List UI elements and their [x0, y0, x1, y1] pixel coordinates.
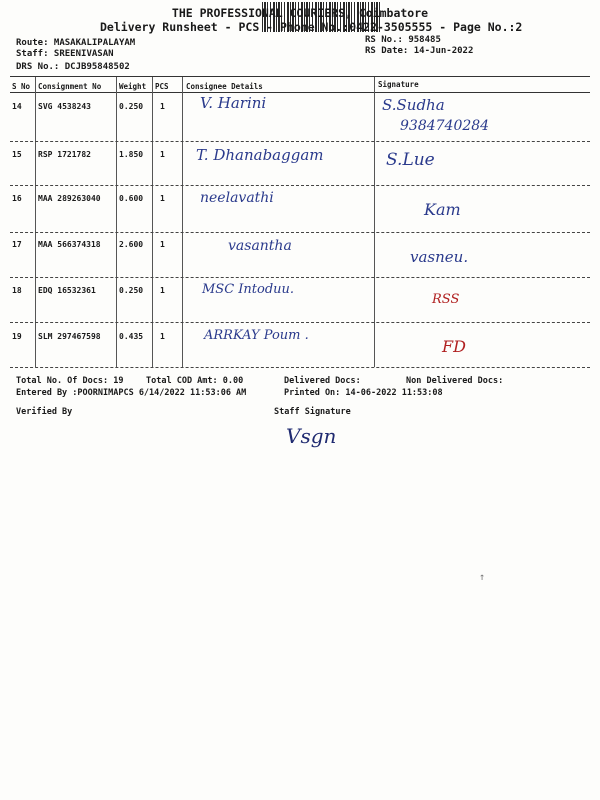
document-title: THE PROFESSIONAL COURIERS, Coimbatore [171, 6, 429, 20]
table-top-rule [10, 76, 590, 77]
col-divider [374, 77, 375, 367]
staff-signature-handwritten: Vsgn [286, 424, 337, 448]
row-consignee-handwritten: ARRKAY Poum . [204, 328, 309, 343]
col-divider [35, 77, 36, 367]
row-pcs: 1 [160, 240, 165, 249]
row-signature-phone: 9384740284 [400, 118, 490, 134]
row-sno: 14 [12, 102, 22, 111]
row-sno: 15 [12, 150, 22, 159]
col-divider [116, 77, 117, 367]
column-header-pcs: PCS [155, 82, 169, 91]
entered-by: Entered By :POORNIMAPCS 6/14/2022 11:53:06 AM [16, 388, 247, 398]
row-consignee-handwritten: vasantha [228, 238, 292, 254]
row-consignment-no: RSP 1721782 [38, 150, 91, 159]
row-divider [10, 185, 590, 186]
total-cod-amount: Total COD Amt: 0.00 [146, 376, 244, 386]
staff-label: Staff: SREENIVASAN [16, 49, 114, 59]
row-pcs: 1 [160, 332, 165, 341]
column-header-consignment: Consignment No [38, 82, 102, 91]
row-pcs: 1 [160, 194, 165, 203]
row-pcs: 1 [160, 150, 165, 159]
row-weight: 0.435 [119, 332, 144, 341]
row-consignee-handwritten: T. Dhanabaggam [196, 146, 324, 164]
row-weight: 0.250 [119, 102, 144, 111]
rs-number: RS No.: 958485 [365, 35, 441, 45]
row-consignment-no: MAA 289263040 [38, 194, 101, 203]
row-sno: 16 [12, 194, 22, 203]
row-pcs: 1 [160, 102, 165, 111]
column-header-sno: S No [12, 82, 31, 91]
row-consignee-handwritten: neelavathi [200, 190, 274, 206]
row-signature-handwritten: Kam [424, 200, 461, 219]
row-divider [10, 232, 590, 233]
table-header-rule [10, 92, 590, 93]
row-signature-handwritten: S.Lue [386, 150, 435, 170]
row-signature-handwritten: vasneu. [410, 248, 469, 266]
row-weight: 1.850 [119, 150, 144, 159]
document-subtitle: Delivery Runsheet - PCS - Phone No.:0422-3505555 - Page No.:2 [100, 20, 523, 34]
row-consignee-handwritten: MSC Intoduu. [202, 282, 295, 297]
row-divider [10, 141, 590, 142]
row-weight: 0.250 [119, 286, 144, 295]
rs-date: RS Date: 14-Jun-2022 [365, 46, 474, 56]
column-header-weight: Weight [119, 82, 147, 91]
col-divider [182, 77, 183, 367]
row-consignment-no: SLM 297467598 [38, 332, 101, 341]
col-divider [152, 77, 153, 367]
row-weight: 0.600 [119, 194, 144, 203]
printed-on: Printed On: 14-06-2022 11:53:08 [284, 388, 443, 398]
total-docs: Total No. Of Docs: 19 [16, 376, 124, 386]
row-sno: 19 [12, 332, 22, 341]
row-consignment-no: EDQ 16532361 [38, 286, 96, 295]
column-header-consignee: Consignee Details [186, 82, 263, 91]
row-sno: 18 [12, 286, 22, 295]
row-divider [10, 367, 590, 368]
row-weight: 2.600 [119, 240, 144, 249]
row-signature-handwritten: S.Sudha [382, 96, 445, 114]
row-signature-handwritten: RSS [432, 292, 460, 307]
verified-by-label: Verified By [16, 407, 73, 417]
row-divider [10, 277, 590, 278]
delivered-docs: Delivered Docs: [284, 376, 361, 386]
row-consignment-no: MAA 566374318 [38, 240, 101, 249]
row-consignment-no: SVG 4538243 [38, 102, 91, 111]
staff-signature-label: Staff Signature [274, 407, 351, 417]
stray-mark: ↑ [479, 572, 486, 583]
row-divider [10, 322, 590, 323]
column-header-signature: Signature [378, 80, 419, 89]
non-delivered-docs: Non Delivered Docs: [406, 376, 504, 386]
row-consignee-handwritten: V. Harini [200, 94, 267, 112]
drs-number: DRS No.: DCJB95848502 [16, 62, 130, 72]
route-label: Route: MASAKALIPALAYAM [16, 38, 136, 48]
row-sno: 17 [12, 240, 22, 249]
row-signature-handwritten: FD [442, 337, 466, 356]
row-pcs: 1 [160, 286, 165, 295]
